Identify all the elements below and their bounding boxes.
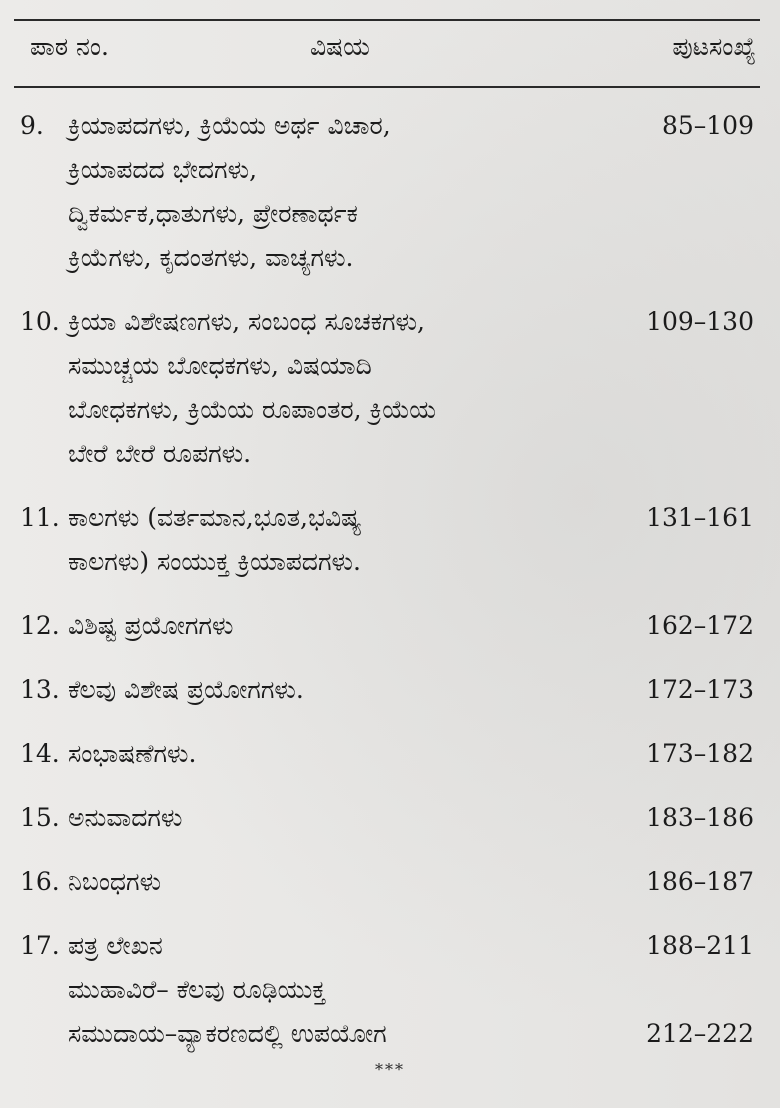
toc-line <box>0 300 780 344</box>
lesson-topic-text: ಸಂಭಾಷಣೆಗಳು. <box>68 739 197 768</box>
toc-line <box>0 344 780 388</box>
lesson-number: 15. <box>20 803 60 832</box>
toc-entry <box>0 496 780 584</box>
lesson-topic-text: ಮುಹಾವಿರೆ– ಕೆಲವು ರೂಢಿಯುಕ್ತ <box>68 975 326 1004</box>
toc-entry <box>0 300 780 476</box>
end-ornament: *** <box>375 1060 405 1079</box>
toc-line <box>0 668 780 712</box>
page-range: 212–222 <box>646 1019 754 1048</box>
toc-line <box>0 1012 780 1056</box>
lesson-topic-text: ಸಮುಚ್ಚಯ ಬೋಧಕಗಳು, ವಿಷಯಾದಿ <box>68 351 372 380</box>
subject-header: ವಿಷಯ <box>310 32 370 61</box>
lesson-topic-text: ನಿಬಂಧಗಳು <box>68 867 162 896</box>
lesson-topic-text: ಕ್ರಿಯೆಗಳು, ಕೃದಂತಗಳು, ವಾಚ್ಯಗಳು. <box>68 243 354 272</box>
lesson-topic-text: ಬೋಧಕಗಳು, ಕ್ರಿಯೆಯ ರೂಪಾಂತರ, ಕ್ರಿಯೆಯ <box>68 395 436 424</box>
lesson-topic-text: ಕಾಲಗಳು (ವರ್ತಮಾನ,ಭೂತ,ಭವಿಷ್ಯ <box>68 503 362 532</box>
lesson-topic-text: ಕ್ರಿಯಾಪದಗಳು, ಕ್ರಿಯೆಯ ಅರ್ಥ ವಿಚಾರ, <box>68 111 391 140</box>
toc-line <box>0 796 780 840</box>
lesson-topic-text: ಕ್ರಿಯಾಪದದ ಭೇದಗಳು, <box>68 155 258 184</box>
toc-line <box>0 432 780 476</box>
page-range: 131–161 <box>646 503 754 532</box>
lesson-topic-text: ವಿಶಿಷ್ಟ ಪ್ರಯೋಗಗಳು <box>68 611 234 640</box>
toc-line <box>0 732 780 776</box>
page-number-header: ಪುಟಸಂಖ್ಯೆ <box>672 32 756 61</box>
contents-list <box>0 104 780 1076</box>
lesson-topic-text: ಸಮುದಾಯ–ವ್ಯಾಕರಣದಲ್ಲಿ ಉಪಯೋಗ <box>68 1019 387 1048</box>
toc-line <box>0 388 780 432</box>
toc-entry <box>0 104 780 280</box>
toc-entry <box>0 860 780 904</box>
toc-line <box>0 968 780 1012</box>
toc-line <box>0 924 780 968</box>
toc-line <box>0 104 780 148</box>
lesson-number: 13. <box>20 675 60 704</box>
toc-entry <box>0 668 780 712</box>
header-rule <box>14 86 760 88</box>
lesson-topic-text: ಕೆಲವು ವಿಶೇಷ ಪ್ರಯೋಗಗಳು. <box>68 675 304 704</box>
lesson-topic-text: ಬೇರೆ ಬೇರೆ ರೂಪಗಳು. <box>68 439 252 468</box>
toc-entry <box>0 796 780 840</box>
table-header <box>0 32 780 72</box>
lesson-number-header: ಪಾಠ ನಂ. <box>30 32 109 61</box>
lesson-topic-text: ಕ್ರಿಯಾ ವಿಶೇಷಣಗಳು, ಸಂಬಂಧ ಸೂಚಕಗಳು, <box>68 307 425 336</box>
page-range: 173–182 <box>646 739 754 768</box>
toc-line <box>0 604 780 648</box>
toc-line <box>0 236 780 280</box>
page-range: 172–173 <box>646 675 754 704</box>
page-range: 85–109 <box>661 111 754 140</box>
toc-line <box>0 496 780 540</box>
page-range: 162–172 <box>646 611 754 640</box>
toc-entry <box>0 732 780 776</box>
toc-line <box>0 540 780 584</box>
toc-line <box>0 192 780 236</box>
page-range: 186–187 <box>646 867 754 896</box>
lesson-number: 12. <box>20 611 60 640</box>
page-range: 188–211 <box>646 931 754 960</box>
lesson-topic-text: ಪತ್ರ ಲೇಖನ <box>68 931 163 960</box>
lesson-number: 11. <box>20 503 60 532</box>
toc-line <box>0 860 780 904</box>
page-range: 109–130 <box>646 307 754 336</box>
toc-entry <box>0 604 780 648</box>
top-rule <box>14 19 760 21</box>
lesson-number: 10. <box>20 307 60 336</box>
lesson-number: 16. <box>20 867 60 896</box>
page-range: 183–186 <box>646 803 754 832</box>
lesson-number: 9. <box>20 111 44 140</box>
toc-entry <box>0 924 780 1056</box>
lesson-topic-text: ಅನುವಾದಗಳು <box>68 803 183 832</box>
lesson-topic-text: ದ್ವಿಕರ್ಮಕ,ಧಾತುಗಳು, ಪ್ರೇರಣಾರ್ಥಕ <box>68 199 358 228</box>
toc-line <box>0 148 780 192</box>
lesson-number: 14. <box>20 739 60 768</box>
lesson-number: 17. <box>20 931 60 960</box>
lesson-topic-text: ಕಾಲಗಳು) ಸಂಯುಕ್ತ ಕ್ರಿಯಾಪದಗಳು. <box>68 547 361 576</box>
